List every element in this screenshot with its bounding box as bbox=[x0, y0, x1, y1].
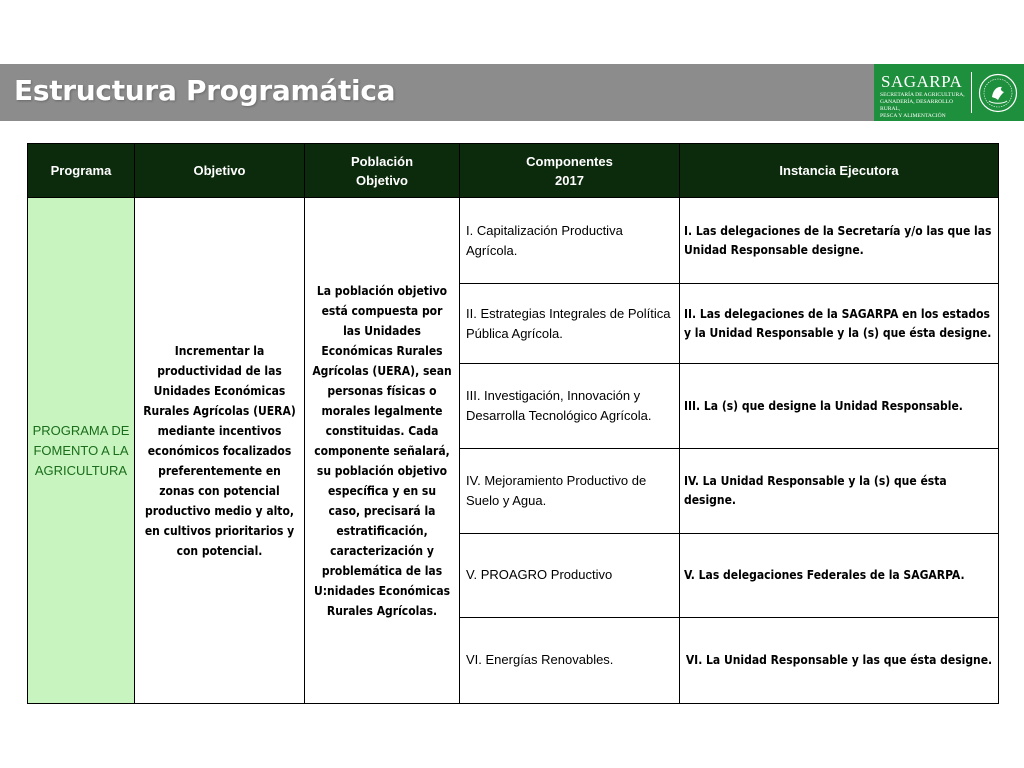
componente-cell: III. Investigación, Innovación y Desarrolla Tecnológico Agrícola. bbox=[460, 364, 680, 449]
instancia-cell: I. Las delegaciones de la Secretaría y/o las que las Unidad Responsable designe. bbox=[680, 198, 999, 284]
header-instancia: Instancia Ejecutora bbox=[680, 144, 999, 198]
mexico-seal-icon bbox=[978, 73, 1018, 113]
sagarpa-logo bbox=[874, 64, 1024, 121]
componente-cell: I. Capitalización Productiva Agrícola. bbox=[460, 198, 680, 284]
componente-cell: V. PROAGRO Productivo bbox=[460, 533, 680, 617]
logo-name: SAGARPA bbox=[881, 72, 963, 91]
logo-subtitle: SECRETARÍA DE AGRICULTURA, GANADERÍA, DESARROLLO RURAL, PESCA Y ALIMENTACIÓN bbox=[880, 92, 965, 119]
instancia-cell: V. Las delegaciones Federales de la SAGARPA. bbox=[680, 533, 999, 617]
header-componentes: Componentes 2017 bbox=[460, 144, 680, 198]
componente-cell: IV. Mejoramiento Productivo de Suelo y Agua. bbox=[460, 449, 680, 533]
logo-divider bbox=[971, 72, 972, 113]
componente-cell: VI. Energías Renovables. bbox=[460, 617, 680, 703]
title-bar bbox=[0, 64, 1024, 121]
instancia-cell: VI. La Unidad Responsable y las que ésta designe. bbox=[680, 617, 999, 703]
objetivo-cell: Incrementar la productividad de las Unidades Económicas Rurales Agrícolas (UERA) mediante incentivos económicos focalizados preferentemente en zonas con potencial productivo medio y alto, en cultivos prioritarios y con potencial. bbox=[135, 198, 305, 704]
programa-cell: PROGRAMA DE FOMENTO A LA AGRICULTURA bbox=[28, 198, 135, 704]
componente-cell: II. Estrategias Integrales de Política Pública Agrícola. bbox=[460, 284, 680, 364]
header-objetivo: Objetivo bbox=[135, 144, 305, 198]
table-row bbox=[28, 198, 999, 284]
page-title: Estructura Programática bbox=[14, 74, 396, 107]
header-poblacion: Población Objetivo bbox=[305, 144, 460, 198]
instancia-cell: II. Las delegaciones de la SAGARPA en los estados y la Unidad Responsable y la (s) que ésta designe. bbox=[680, 284, 999, 364]
table-header-row bbox=[28, 144, 999, 198]
poblacion-cell: La población objetivo está compuesta por las Unidades Económicas Rurales Agrícolas (UERA), sean personas físicas o morales legalmente constituidas. Cada componente señalará, su población objetivo específica y en su caso, precisará la estratificación, caracterización y problemática de las U:nidades Económicas Rurales Agrícolas. bbox=[305, 198, 460, 704]
instancia-cell: IV. La Unidad Responsable y la (s) que ésta designe. bbox=[680, 449, 999, 533]
program-structure-table bbox=[27, 143, 999, 704]
instancia-cell: III. La (s) que designe la Unidad Responsable. bbox=[680, 364, 999, 449]
header-programa: Programa bbox=[28, 144, 135, 198]
